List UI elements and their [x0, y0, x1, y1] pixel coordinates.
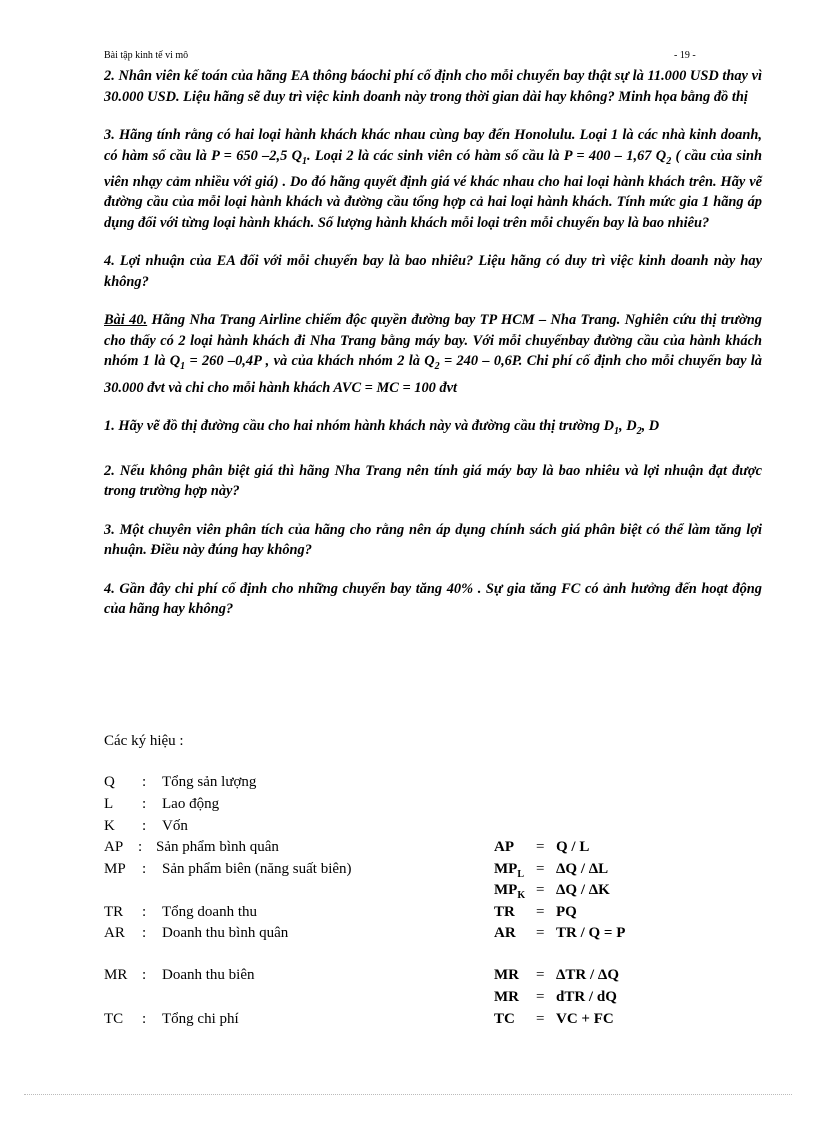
question-4-profit: 4. Lợi nhuận của EA đối với mỗi chuyến bay là bao nhiêu? Liệu hãng có duy trì việc kinh doanh này hay không? [104, 253, 762, 290]
legend-row: MR = dTR / dQ [494, 989, 617, 1005]
footer-divider [24, 1094, 792, 1095]
legend-row: MP : Sản phẩm biên (năng suất biên) $MP_L$ = ΔQ / ΔL [104, 861, 609, 880]
exercise-40-question-2: 2. Nếu không phân biệt giá thì hãng Nha Trang nên tính giá máy bay là bao nhiêu và lợi nhuận đạt được trong trường hợp này? [104, 462, 762, 500]
exercise-40-question-3: 3. Một chuyên viên phân tích của hãng cho rằng nên áp dụng chính sách giá phân biệt có thể làm tăng lợi nhuận. Điều này đúng hay không? [104, 521, 762, 559]
question-3-price-discrimination: 3. Hãng tính rằng có hai loại hành khách khác nhau cùng bay đến Honolulu. Loại 1 là các nhà kinh doanh, có hàm số cầu là P = 650 –2,5 $Q_1$. Loại 2 là các sinh viên có hàm số cầu là P = 400 – 1,67 $Q_2$ ( cầu của sinh viên nhạy cảm nhiều với giá) . Do đó hãng quyết định giá vé khác nhau cho hai loại hành khách trên. Hãy vẽ đường cầu của mỗi loại hành khách và đường cầu tổng hợp cả hai loại hành khách. Tính mức gia 1 hãng áp dụng đối với từng loại hành khách. Số lượng hành khách mỗi loại trên mỗi chuyến bay là bao nhiêu? [104, 127, 763, 231]
legend-row: L : Lao động [104, 796, 220, 812]
header-title: Bài tập kinh tế vi mô [104, 50, 189, 61]
exercise-text [104, 66, 762, 620]
legend-row: Q : Tổng sản lượng [104, 774, 257, 790]
exercise-40-question-4: 4. Gần đây chi phí cố định cho những chuyến bay tăng 40% . Sự gia tăng FC có ảnh hưởng đến hoạt động của hãng hay không? [104, 580, 762, 618]
legend-row: MR : Doanh thu biên MR = ΔTR / ΔQ [104, 967, 619, 983]
legend-row: K : Vốn [104, 818, 188, 834]
legend-row: TR : Tổng doanh thu TR = PQ [104, 904, 577, 920]
question-2-fixed-cost: 2. Nhân viên kế toán của hãng EA thông báochi phí cố định cho mỗi chuyến bay thật sự là 11.000 USD thay vì 30.000 USD. Liệu hãng sẽ duy trì việc kinh doanh này trong thời gian dài hay không? Minh họa bằng đồ thị [104, 68, 762, 105]
legend-row: AR : Doanh thu bình quân AR = TR / Q = P [104, 925, 626, 941]
legend-row: TC : Tổng chi phí TC = VC + FC [104, 1011, 614, 1027]
legend-row: AP : Sản phẩm bình quân AP = Q / L [104, 839, 590, 855]
legend-title: Các ký hiệu : [104, 733, 184, 749]
exercise-40-question-1: 1. Hãy vẽ đồ thị đường cầu cho hai nhóm hành khách này và đường cầu thị trường $D_1$, $D_2$, D [104, 418, 660, 438]
legend-row: $MP_K$ = ΔQ / ΔK [494, 882, 610, 901]
page-number: - 19 - [674, 50, 696, 61]
exercise-40-label: Bài 40. [104, 312, 148, 329]
exercise-40-statement: Bài 40. Hãng Nha Trang Airline chiếm độc quyền đường bay TP HCM – Nha Trang. Nghiên cứu thị trường cho thấy có 2 loại hành khách đi Nha Trang bằng máy bay. Với mỗi chuyếnbay đường cầu của hành khách nhóm 1 là $Q_1 = 260$ –0,4P , và của khách nhóm 2 là $Q_2 = 240 - 0,6P$. Chi phí cố định cho mỗi chuyến bay là 30.000 đvt và chi cho mỗi hành khách AVC = MC = 100 đvt [104, 312, 762, 396]
page-header [104, 50, 712, 64]
